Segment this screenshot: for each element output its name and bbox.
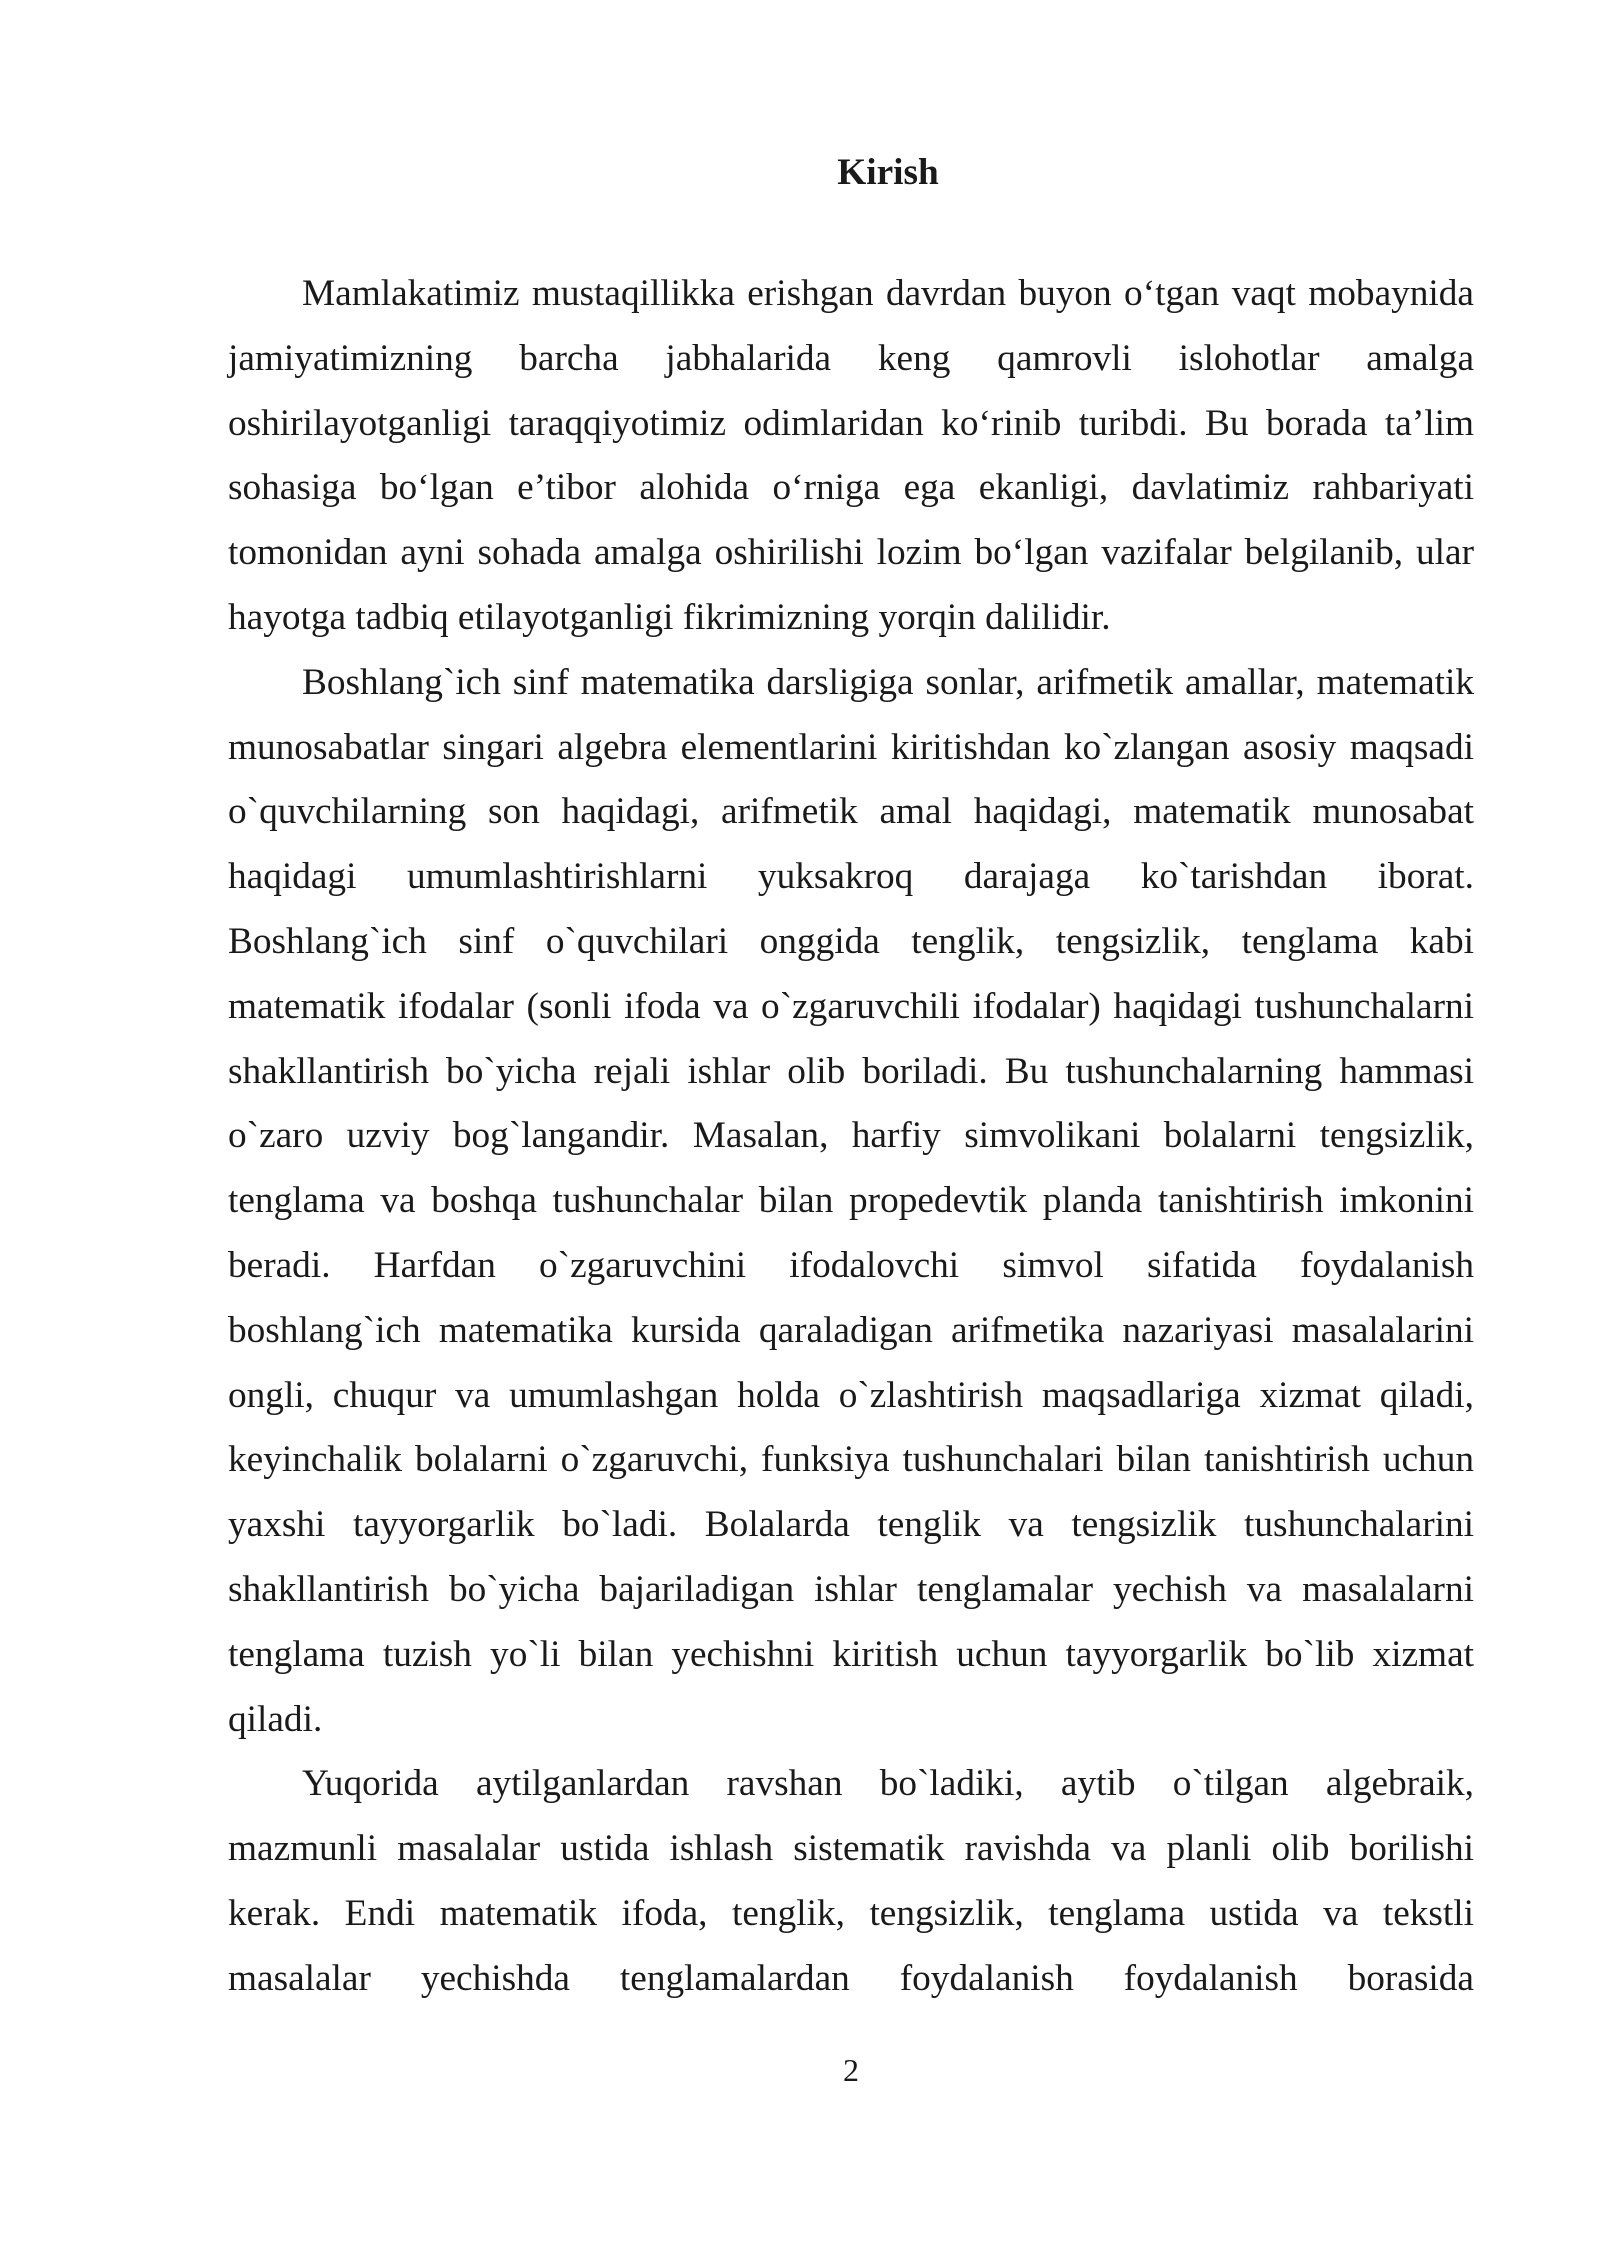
text-line: o`quvchilarning son haqidagi, arifmetik amal haqidagi, matematik munosabat: [228, 791, 1474, 833]
text-line: beradi. Harfdan o`zgaruvchini ifodalovchi simvol sifatida foydalanish: [228, 1244, 1474, 1286]
text-line: hayotga tadbiq etilayotganligi fikrimizning yorqin dalilidir.: [228, 596, 1111, 638]
text-line: shakllantirish bo`yicha rejali ishlar olib boriladi. Bu tushunchalarning hammasi: [228, 1050, 1474, 1092]
text-line: jamiyatimizning barcha jabhalarida keng qamrovli islohotlar amalga: [228, 337, 1474, 379]
text-line: tenglama va boshqa tushunchalar bilan propedevtik planda tanishtirish imkonini: [228, 1180, 1474, 1222]
text-line: boshlang`ich matematika kursida qaraladigan arifmetika nazariyasi masalalarini: [228, 1309, 1474, 1351]
text-line: haqidagi umumlashtirishlarni yuksakroq darajaga ko`tarishdan iborat.: [228, 856, 1474, 898]
text-line: Boshlang`ich sinf matematika darsligiga sonlar, arifmetik amallar, matematik: [302, 661, 1474, 703]
page-title: Kirish: [837, 152, 939, 193]
text-line: munosabatlar singari algebra elementlarini kiritishdan ko`zlangan asosiy maqsadi: [228, 726, 1474, 768]
text-line: Mamlakatimiz mustaqillikka erishgan davrdan buyon o‘tgan vaqt mobaynida: [302, 273, 1474, 314]
paragraph: [228, 262, 1474, 651]
text-line: Boshlang`ich sinf o`quvchilari onggida tenglik, tengsizlik, tenglama kabi: [228, 920, 1474, 962]
text-line: oshirilayotganligi taraqqiyotimiz odimlaridan ko‘rinib turibdi. Bu borada ta’lim: [228, 402, 1474, 444]
text-line: Yuqorida aytilganlardan ravshan bo`ladiki, aytib o`tilgan algebraik,: [302, 1763, 1474, 1805]
text-line: kerak. Endi matematik ifoda, tenglik, tengsizlik, tenglama ustida va tekstli: [228, 1892, 1474, 1934]
text-line: mazmunli masalalar ustida ishlash sistematik ravishda va planli olib borilishi: [228, 1828, 1474, 1870]
text-line: keyinchalik bolalarni o`zgaruvchi, funksiya tushunchalari bilan tanishtirish uchun: [228, 1439, 1474, 1481]
text-line: yaxshi tayyorgarlik bo`ladi. Bolalarda tenglik va tengsizlik tushunchalarini: [228, 1504, 1474, 1546]
text-line: tomonidan ayni sohada amalga oshirilishi lozim bo‘lgan vazifalar belgilanib, ular: [228, 532, 1474, 574]
text-line: ongli, chuqur va umumlashgan holda o`zlashtirish maqsadlariga xizmat qiladi,: [228, 1374, 1474, 1416]
page-number: 2: [843, 2052, 859, 2088]
paragraph: [228, 651, 1474, 1753]
text-line: matematik ifodalar (sonli ifoda va o`zgaruvchili ifodalar) haqidagi tushunchalarni: [228, 985, 1474, 1027]
text-line: masalalar yechishda tenglamalardan foydalanish foydalanish borasida: [228, 1957, 1474, 1999]
text-line: tenglama tuzish yo`li bilan yechishni kiritish uchun tayyorgarlik bo`lib xizmat: [228, 1633, 1474, 1675]
text-line: o`zaro uzviy bog`langandir. Masalan, harfiy simvolikani bolalarni tengsizlik,: [228, 1115, 1474, 1157]
text-line: shakllantirish bo`yicha bajariladigan ishlar tenglamalar yechish va masalalarni: [228, 1568, 1474, 1610]
paragraph: [228, 1752, 1474, 2011]
text-line: qiladi.: [228, 1698, 323, 1740]
document-body: [228, 262, 1474, 2012]
text-line: sohasiga bo‘lgan e’tibor alohida o‘rniga ega ekanligi, davlatimiz rahbariyati: [228, 467, 1474, 509]
